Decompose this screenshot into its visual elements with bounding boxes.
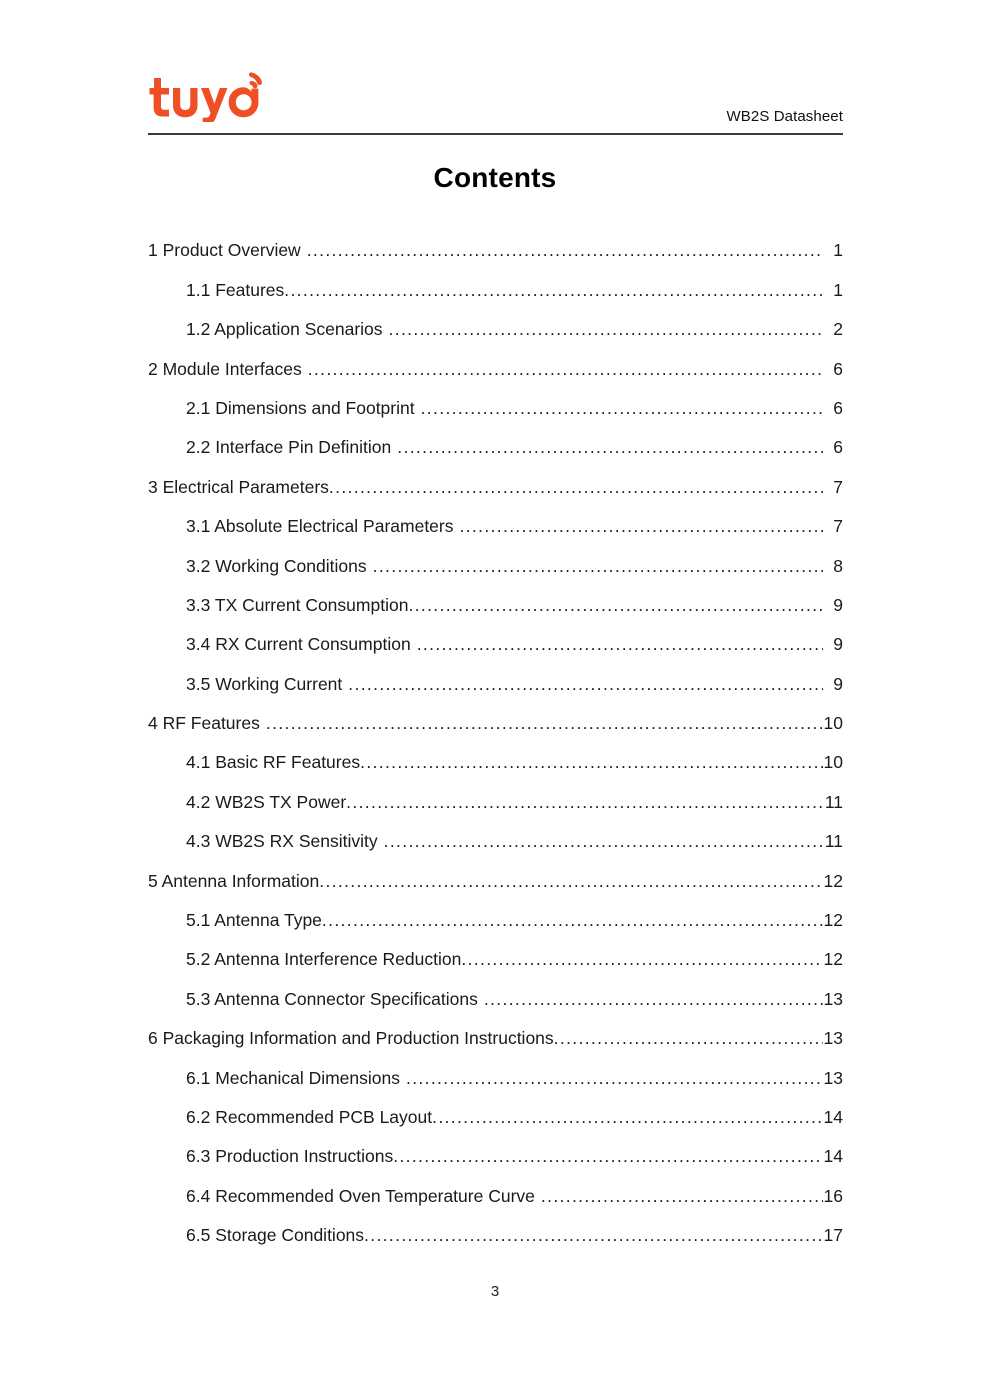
toc-dot-leader <box>319 874 823 888</box>
toc-entry-label: 4.1 Basic RF Features <box>186 752 361 773</box>
toc-entry[interactable] <box>148 1089 843 1128</box>
toc-entry[interactable] <box>148 892 843 931</box>
toc-dot-leader <box>266 716 823 730</box>
toc-dot-leader <box>460 519 824 533</box>
toc-entry-page-number: 7 <box>833 516 843 537</box>
toc-entry-page-number: 2 <box>833 319 843 340</box>
page-header <box>148 62 843 134</box>
toc-entry[interactable] <box>148 340 843 379</box>
page-title: Contents <box>433 162 557 193</box>
toc-entry-page-number: 10 <box>823 713 843 734</box>
toc-dot-leader <box>329 480 823 494</box>
toc-entry-page-number: 7 <box>833 476 843 497</box>
toc-entry[interactable] <box>148 655 843 694</box>
toc-entry[interactable] <box>148 695 843 734</box>
toc-entry-page-number: 1 <box>833 240 843 261</box>
toc-dot-leader <box>393 1149 823 1163</box>
toc-dot-leader <box>284 283 823 297</box>
toc-entry-label: 4.3 WB2S RX Sensitivity <box>186 831 378 852</box>
toc-entry-label: 3.3 TX Current Consumption <box>186 594 409 615</box>
toc-dot-leader <box>384 834 823 848</box>
toc-entry[interactable] <box>148 498 843 537</box>
toc-dot-leader <box>322 913 823 927</box>
toc-entry-page-number: 12 <box>823 870 843 891</box>
toc-entry-page-number: 11 <box>824 791 843 812</box>
toc-entry-label: 5.1 Antenna Type <box>186 910 322 931</box>
toc-entry[interactable] <box>148 616 843 655</box>
toc-entry-label: 3 Electrical Parameters <box>148 476 329 497</box>
toc-dot-leader <box>364 1228 823 1242</box>
toc-entry[interactable] <box>148 419 843 458</box>
toc-entry-label: 6.2 Recommended PCB Layout <box>186 1106 433 1127</box>
toc-entry-label: 1.2 Application Scenarios <box>186 319 383 340</box>
toc-entry[interactable] <box>148 577 843 616</box>
toc-entry[interactable] <box>148 261 843 300</box>
toc-entry-page-number: 10 <box>823 752 843 773</box>
toc-entry[interactable] <box>148 537 843 576</box>
toc-dot-leader <box>421 401 823 415</box>
toc-entry[interactable] <box>148 931 843 970</box>
tuya-logo <box>148 70 268 122</box>
toc-entry-label: 6.4 Recommended Oven Temperature Curve <box>186 1185 535 1206</box>
footer-page-number: 3 <box>490 1283 500 1300</box>
toc-dot-leader <box>461 952 823 966</box>
toc-dot-leader <box>417 637 823 651</box>
toc-entry-label: 1.1 Features <box>186 279 285 300</box>
toc-entry[interactable] <box>148 458 843 497</box>
toc-entry-page-number: 1 <box>833 279 843 300</box>
toc-dot-leader <box>389 322 823 336</box>
toc-entry-label: 6.3 Production Instructions <box>186 1146 394 1167</box>
toc-entry-label: 2 Module Interfaces <box>148 358 302 379</box>
toc-entry-label: 6.1 Mechanical Dimensions <box>186 1067 400 1088</box>
toc-entry-page-number: 6 <box>833 358 843 379</box>
toc-entry-label: 2.1 Dimensions and Footprint <box>186 397 415 418</box>
header-divider <box>148 133 843 135</box>
toc-entry[interactable] <box>148 380 843 419</box>
toc-dot-leader <box>406 1071 823 1085</box>
toc-dot-leader <box>432 1110 823 1124</box>
toc-dot-leader <box>408 598 823 612</box>
toc-entry-label: 6 Packaging Information and Production Instructions <box>148 1028 554 1049</box>
toc-entry[interactable] <box>148 852 843 891</box>
toc-entry-page-number: 12 <box>823 910 843 931</box>
toc-dot-leader <box>554 1031 823 1045</box>
toc-entry-label: 2.2 Interface Pin Definition <box>186 437 392 458</box>
toc-entry[interactable] <box>148 773 843 812</box>
toc-entry-page-number: 14 <box>823 1106 843 1127</box>
toc-entry-label: 5.3 Antenna Connector Specifications <box>186 988 478 1009</box>
toc-entry[interactable] <box>148 1167 843 1206</box>
toc-dot-leader <box>373 559 823 573</box>
toc-entry-label: 1 Product Overview <box>148 240 301 261</box>
toc-entry[interactable] <box>148 301 843 340</box>
toc-dot-leader <box>348 677 823 691</box>
toc-entry-page-number: 6 <box>833 437 843 458</box>
toc-entry-label: 3.4 RX Current Consumption <box>186 634 411 655</box>
toc-entry[interactable] <box>148 1128 843 1167</box>
toc-entry-label: 5.2 Antenna Interference Reduction <box>186 949 462 970</box>
toc-entry[interactable] <box>148 222 843 261</box>
toc-dot-leader <box>484 992 823 1006</box>
toc-entry-label: 5 Antenna Information <box>148 870 320 891</box>
header-document-title: WB2S Datasheet <box>726 108 843 125</box>
toc-entry-page-number: 9 <box>833 594 843 615</box>
toc-entry-page-number: 12 <box>823 949 843 970</box>
toc-entry-page-number: 13 <box>823 1067 843 1088</box>
toc-entry-page-number: 9 <box>833 634 843 655</box>
toc-dot-leader <box>307 243 823 257</box>
toc-entry-page-number: 8 <box>833 555 843 576</box>
toc-dot-leader <box>360 755 823 769</box>
toc-entry-label: 4 RF Features <box>148 713 260 734</box>
toc-entry-page-number: 16 <box>823 1185 843 1206</box>
toc-entry[interactable] <box>148 734 843 773</box>
toc-entry-label: 6.5 Storage Conditions <box>186 1225 365 1246</box>
toc-dot-leader <box>541 1189 823 1203</box>
toc-dot-leader <box>346 795 823 809</box>
toc-entry[interactable] <box>148 1010 843 1049</box>
toc-entry[interactable] <box>148 970 843 1009</box>
toc-entry-label: 3.5 Working Current <box>186 673 343 694</box>
tuya-wordmark-icon <box>148 70 268 122</box>
toc-dot-leader <box>397 440 823 454</box>
toc-entry[interactable] <box>148 1207 843 1246</box>
toc-entry-label: 3.1 Absolute Electrical Parameters <box>186 516 454 537</box>
toc-entry-page-number: 13 <box>823 1028 843 1049</box>
toc-dot-leader <box>308 362 823 376</box>
toc-entry[interactable] <box>148 1049 843 1088</box>
toc-entry-page-number: 9 <box>833 673 843 694</box>
toc-entry-page-number: 13 <box>823 988 843 1009</box>
toc-entry-page-number: 17 <box>823 1225 843 1246</box>
toc-entry-label: 3.2 Working Conditions <box>186 555 367 576</box>
toc-entry-page-number: 11 <box>824 831 843 852</box>
toc-entry-page-number: 6 <box>833 397 843 418</box>
toc-entry[interactable] <box>148 813 843 852</box>
table-of-contents <box>148 222 843 1246</box>
toc-entry-page-number: 14 <box>823 1146 843 1167</box>
toc-entry-label: 4.2 WB2S TX Power <box>186 791 347 812</box>
